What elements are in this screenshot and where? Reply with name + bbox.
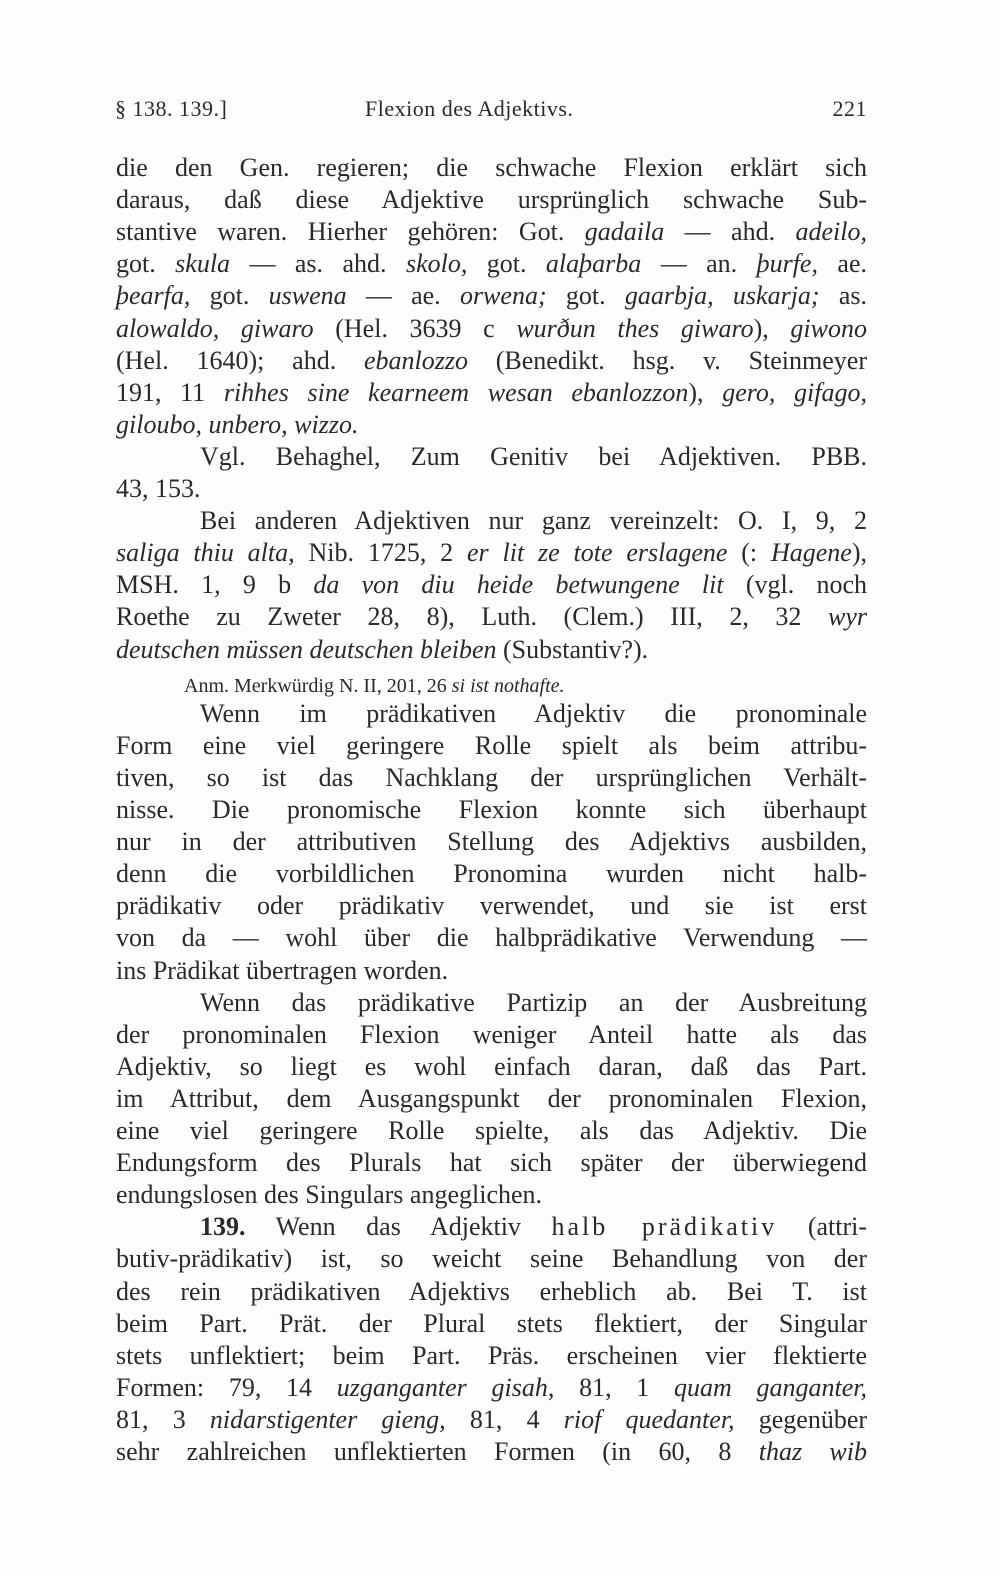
italic-citation: ebanlozzo bbox=[363, 345, 468, 375]
text-span: as. bbox=[819, 281, 867, 311]
text-span: ae. bbox=[817, 249, 867, 279]
italic-citation: giloubo, unbero, wizzo. bbox=[116, 409, 359, 439]
text-span: (vgl. noch bbox=[723, 570, 868, 600]
text-span: Vgl. Behaghel, Zum Genitiv bei Adjektiven. PBB. bbox=[200, 441, 867, 471]
italic-citation: saliga thiu alta, bbox=[116, 538, 295, 568]
text-line bbox=[116, 152, 867, 184]
text-line bbox=[116, 473, 867, 505]
text-line bbox=[116, 505, 867, 537]
text-span: 43, 153. bbox=[116, 474, 201, 503]
italic-citation: skula bbox=[175, 249, 231, 279]
text-line bbox=[116, 1276, 867, 1308]
text-span: got. bbox=[116, 249, 176, 279]
text-line bbox=[116, 537, 867, 569]
text-span: Nib. 1725, 2 bbox=[294, 538, 467, 568]
italic-citation: thaz wib bbox=[758, 1437, 867, 1466]
text-span: tiven, so ist das Nachklang der ursprünglichen Verhält- bbox=[116, 762, 867, 792]
section-number: 139. bbox=[200, 1212, 246, 1242]
italic-citation: uswena bbox=[268, 281, 347, 311]
text-span: Wenn das Adjektiv bbox=[245, 1212, 552, 1242]
text-line bbox=[116, 184, 867, 216]
italic-citation: er lit ze tote erslagene bbox=[467, 538, 728, 568]
italic-citation: giwono bbox=[790, 313, 867, 343]
text-span: Anm. Merkwürdig N. II, 201, 26 bbox=[184, 674, 452, 697]
text-span: Endungsform des Plurals hat sich später der überwiegend bbox=[116, 1148, 867, 1178]
text-span: der pronominalen Flexion weniger Anteil hatte als das bbox=[116, 1019, 867, 1049]
text-line bbox=[116, 409, 867, 441]
text-line bbox=[116, 441, 867, 473]
text-line bbox=[116, 955, 867, 987]
text-span: butiv-prädikativ) ist, so weicht seine Behandlung von der bbox=[116, 1244, 867, 1274]
text-line bbox=[116, 890, 867, 922]
text-span: Form eine viel geringere Rolle spielt als beim attribu- bbox=[116, 730, 867, 760]
text-span: MSH. 1, 9 b bbox=[116, 570, 314, 600]
italic-citation: si ist nothafte. bbox=[451, 674, 565, 697]
text-line bbox=[116, 1436, 867, 1468]
text-line bbox=[116, 1243, 867, 1275]
italic-citation: quam ganganter, bbox=[674, 1372, 868, 1402]
section-reference: § 138. 139.] bbox=[115, 96, 228, 121]
italic-citation: nidarstigenter gieng, bbox=[209, 1404, 446, 1434]
text-line bbox=[116, 1019, 867, 1051]
text-line bbox=[116, 345, 867, 377]
italic-citation: deutschen müssen deutschen bleiben bbox=[116, 634, 497, 664]
text-span: (Benedikt. hsg. v. Steinmeyer bbox=[467, 345, 867, 375]
text-line bbox=[116, 826, 867, 858]
text-span: — ahd. bbox=[664, 217, 796, 247]
text-span: von da — wohl über die halbprädikative Verwendung — bbox=[116, 923, 867, 953]
text-span: — an. bbox=[641, 249, 757, 279]
text-line bbox=[116, 858, 867, 890]
italic-citation: alaþarba bbox=[545, 249, 642, 279]
text-line bbox=[116, 569, 867, 601]
text-line bbox=[116, 698, 867, 730]
text-span: 81, 4 bbox=[445, 1404, 564, 1434]
text-line bbox=[116, 1179, 867, 1211]
text-span: ins Prädikat übertragen worden. bbox=[116, 955, 449, 985]
text-line bbox=[116, 377, 867, 409]
italic-citation: da von diu heide betwungene lit bbox=[313, 570, 724, 600]
text-line bbox=[116, 280, 867, 312]
text-line bbox=[116, 1115, 867, 1147]
italic-citation: skolo, bbox=[405, 249, 468, 279]
text-span: des rein prädikativen Adjektivs erheblich ab. Bei T. ist bbox=[116, 1276, 867, 1306]
italic-citation: wurðun thes giwaro bbox=[516, 313, 754, 343]
text-span: 81, 1 bbox=[554, 1372, 675, 1402]
text-line bbox=[116, 1211, 867, 1243]
text-span: Formen: 79, 14 bbox=[116, 1372, 337, 1402]
text-span: — as. ahd. bbox=[230, 249, 406, 279]
text-span: Wenn das prädikative Partizip an der Ausbreitung bbox=[200, 987, 867, 1017]
text-span: die den Gen. regieren; die schwache Flexion erklärt sich bbox=[116, 153, 867, 182]
italic-citation: orwena; bbox=[459, 281, 547, 311]
text-line bbox=[116, 248, 867, 280]
text-span: 191, 11 bbox=[116, 377, 224, 407]
text-line bbox=[116, 762, 867, 794]
text-line bbox=[116, 1404, 867, 1436]
text-span: Adjektiv, so liegt es wohl einfach daran, daß das Part. bbox=[116, 1051, 867, 1081]
text-line bbox=[116, 634, 867, 666]
text-span: im Attribut, dem Ausgangspunkt der pronominalen Flexion, bbox=[116, 1083, 867, 1113]
text-span: (Hel. 3639 c bbox=[313, 313, 517, 343]
italic-citation: þearfa, bbox=[116, 281, 191, 311]
text-span: 81, 3 bbox=[116, 1404, 210, 1434]
italic-citation: gaarbja, uskarja; bbox=[624, 281, 820, 311]
italic-citation: gero, gifago, bbox=[722, 377, 867, 407]
text-span: got. bbox=[190, 281, 269, 311]
page-number: 221 bbox=[832, 96, 867, 121]
text-line bbox=[116, 1051, 867, 1083]
text-span: prädikativ oder prädikativ verwendet, und sie ist erst bbox=[116, 891, 867, 921]
text-line bbox=[116, 1147, 867, 1179]
text-line bbox=[116, 1340, 867, 1372]
text-span: got. bbox=[467, 249, 546, 279]
text-line bbox=[116, 313, 867, 345]
text-span: — ae. bbox=[346, 281, 460, 311]
text-span: stantive waren. Hierher gehören: Got. bbox=[116, 217, 585, 247]
text-line bbox=[116, 794, 867, 826]
text-span: stets unflektiert; beim Part. Präs. erscheinen vier flektierte bbox=[116, 1340, 867, 1370]
italic-citation: wyr bbox=[828, 602, 867, 632]
text-line bbox=[116, 730, 867, 762]
text-line bbox=[116, 987, 867, 1019]
running-title: Flexion des Adjektivs. bbox=[365, 96, 574, 121]
text-span: sehr zahlreichen unflektierten Formen (in 60, 8 bbox=[116, 1437, 759, 1466]
text-line bbox=[116, 922, 867, 954]
italic-citation: Hagene bbox=[770, 538, 852, 568]
text-span: (: bbox=[727, 538, 771, 568]
text-span: endungslosen des Singulars angeglichen. bbox=[116, 1180, 543, 1210]
text-span: nisse. Die pronomische Flexion konnte sich überhaupt bbox=[116, 795, 867, 824]
text-span: halb prädikativ bbox=[551, 1212, 778, 1242]
text-span: denn die vorbildlichen Pronomina wurden nicht halb- bbox=[116, 859, 867, 889]
text-span: got. bbox=[546, 281, 625, 311]
italic-citation: uzganganter gisah, bbox=[336, 1372, 555, 1402]
running-header bbox=[115, 96, 867, 126]
text-span: beim Part. Prät. der Plural stets flektiert, der Singular bbox=[116, 1308, 867, 1338]
text-span: (Hel. 1640); ahd. bbox=[116, 345, 364, 375]
text-span: Bei anderen Adjektiven nur ganz vereinzelt: O. I, 9, 2 bbox=[200, 506, 867, 536]
text-span: ), bbox=[688, 377, 723, 407]
italic-citation: riof quedanter, bbox=[563, 1404, 735, 1434]
text-span: ), bbox=[851, 538, 867, 568]
text-span: daraus, daß diese Adjektive ursprünglich schwache Sub- bbox=[116, 185, 867, 215]
text-span: (attri- bbox=[777, 1212, 867, 1242]
text-line bbox=[116, 1308, 867, 1340]
text-line bbox=[116, 1372, 867, 1404]
text-span: nur in der attributiven Stellung des Adjektivs ausbilden, bbox=[116, 827, 867, 857]
text-span: ), bbox=[753, 313, 791, 343]
text-span: Wenn im prädikativen Adjektiv die pronominale bbox=[200, 698, 867, 728]
text-span: eine viel geringere Rolle spielte, als das Adjektiv. Die bbox=[116, 1116, 867, 1145]
text-span: Roethe zu Zweter 28, 8), Luth. (Clem.) III, 2, 32 bbox=[116, 602, 828, 632]
text-line bbox=[116, 1083, 867, 1115]
italic-citation: gadaila bbox=[584, 217, 665, 247]
text-line bbox=[116, 601, 867, 633]
text-span: (Substantiv?). bbox=[496, 634, 649, 664]
italic-citation: þurfe, bbox=[756, 249, 818, 279]
text-span: gegenüber bbox=[734, 1404, 868, 1434]
italic-citation: adeilo, bbox=[795, 217, 867, 247]
italic-citation: rihhes sine kearneem wesan ebanlozzon bbox=[223, 377, 689, 407]
italic-citation: alowaldo, giwaro bbox=[116, 313, 314, 343]
text-line bbox=[116, 216, 867, 248]
